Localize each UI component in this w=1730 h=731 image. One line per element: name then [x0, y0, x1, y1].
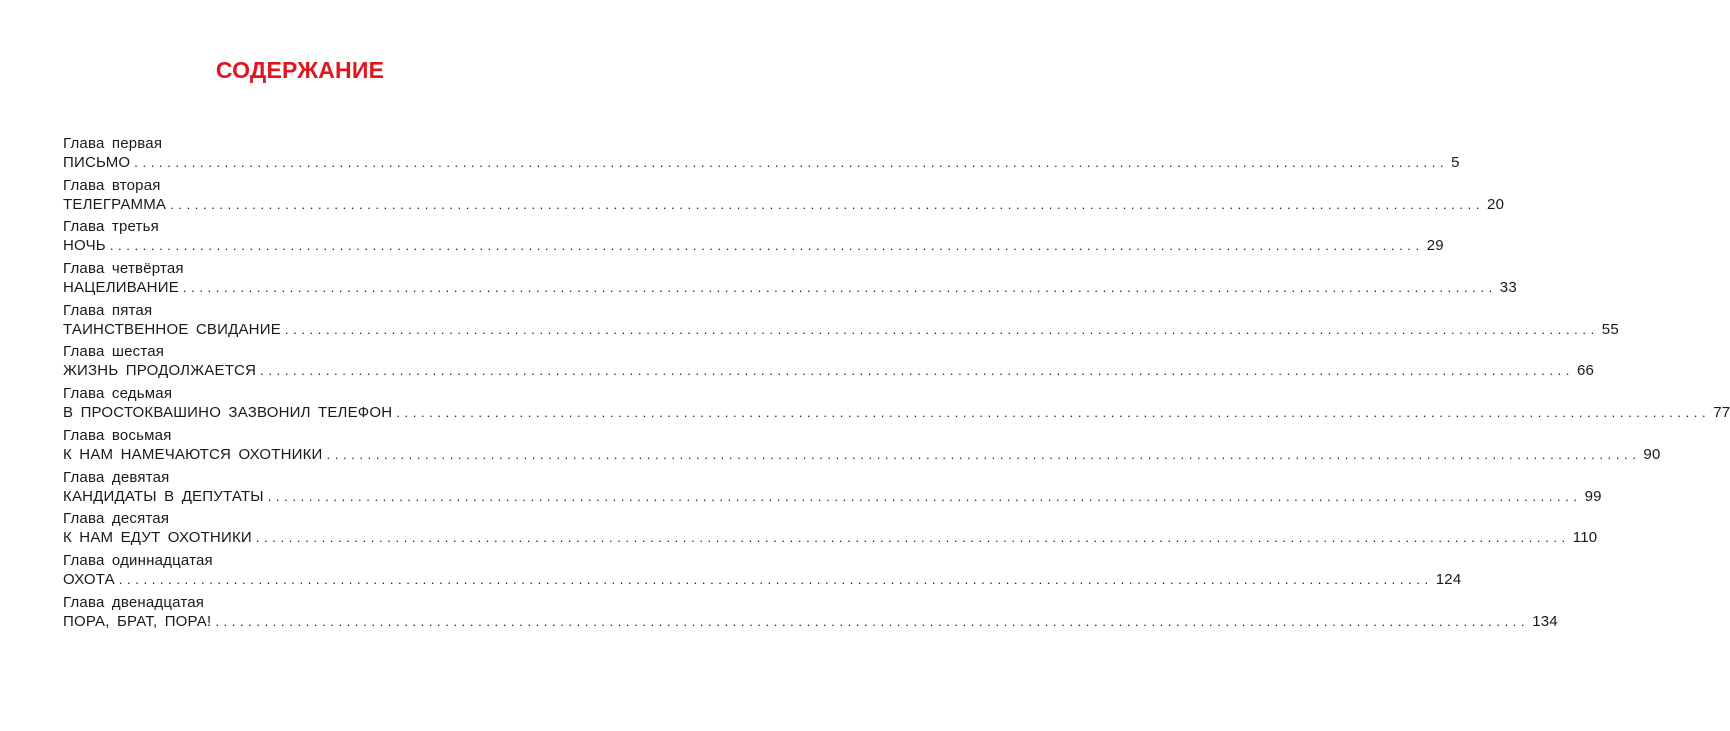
dot-leader: ................................................................................................................................................................: [109, 238, 1424, 254]
chapter-label: Глава одиннадцатая: [63, 551, 213, 569]
toc-title: СОДЕРЖАНИЕ: [215, 57, 385, 83]
chapter-line: [63, 402, 1730, 424]
chapter-title: К НАМ ЕДУТ ОХОТНИКИ: [63, 529, 252, 547]
toc-entry[interactable]: [63, 551, 1462, 594]
chapter-line: [63, 569, 1462, 591]
page-number: 99: [1584, 487, 1602, 505]
page-number: 29: [1426, 237, 1444, 255]
chapter-label: Глава двенадцатая: [63, 593, 205, 611]
toc-entry[interactable]: [63, 301, 1619, 344]
toc-entry[interactable]: [63, 426, 1661, 469]
dot-leader: ................................................................................................................................................................: [215, 613, 1530, 629]
chapter-label: Глава десятая: [63, 510, 170, 528]
page-number: 110: [1572, 529, 1598, 547]
chapter-label: Глава шестая: [63, 343, 165, 361]
chapter-label: Глава седьмая: [63, 385, 173, 403]
page-number: 134: [1532, 612, 1558, 630]
toc-entry[interactable]: [63, 218, 1444, 260]
chapter-title: КАНДИДАТЫ В ДЕПУТАТЫ: [63, 487, 264, 505]
toc-entry[interactable]: [63, 343, 1595, 385]
chapter-title: К НАМ НАМЕЧАЮТСЯ ОХОТНИКИ: [63, 445, 323, 463]
toc-entry[interactable]: [63, 135, 1460, 177]
chapter-line: [63, 235, 1444, 257]
toc-entry[interactable]: [63, 593, 1558, 636]
page-number: 66: [1577, 362, 1595, 380]
toc-entry[interactable]: [63, 260, 1517, 302]
chapter-title: ТАИНСТВЕННОЕ СВИДАНИЕ: [63, 320, 281, 338]
chapter-line: [63, 444, 1661, 466]
dot-leader: ................................................................................................................................................................: [326, 446, 1641, 462]
dot-leader: ................................................................................................................................................................: [260, 363, 1575, 379]
chapter-line: [63, 611, 1558, 633]
dot-leader: ................................................................................................................................................................: [396, 405, 1711, 421]
chapter-title: ТЕЛЕГРАММА: [63, 195, 167, 213]
chapter-line: [63, 277, 1517, 299]
page-number: 33: [1499, 279, 1517, 297]
toc-entry[interactable]: [63, 176, 1505, 219]
page-number: 55: [1601, 320, 1619, 338]
dot-leader: ................................................................................................................................................................: [255, 530, 1570, 546]
toc-entry[interactable]: [63, 385, 1730, 427]
page-number: 20: [1487, 195, 1505, 213]
chapter-line: [63, 319, 1619, 341]
chapter-line: [63, 360, 1595, 382]
chapter-title: ЖИЗНЬ ПРОДОЛЖАЕТСЯ: [63, 362, 257, 380]
dot-leader: ................................................................................................................................................................: [267, 488, 1582, 504]
dot-leader: ................................................................................................................................................................: [170, 196, 1485, 212]
page-number: 90: [1643, 445, 1661, 463]
chapter-label: Глава пятая: [63, 301, 153, 319]
toc-entry[interactable]: [63, 468, 1602, 511]
page-number: 77: [1713, 404, 1730, 422]
chapter-line: [63, 527, 1598, 549]
dot-leader: ................................................................................................................................................................: [182, 280, 1497, 296]
page-number: 5: [1451, 154, 1460, 171]
chapter-label: Глава третья: [63, 218, 159, 236]
chapter-title: В ПРОСТОКВАШИНО ЗАЗВОНИЛ ТЕЛЕФОН: [63, 404, 393, 422]
chapter-title: ПИСЬМО: [63, 154, 131, 171]
chapter-label: Глава первая: [63, 135, 163, 152]
toc-entry[interactable]: [63, 510, 1598, 552]
chapter-label: Глава восьмая: [63, 426, 172, 444]
chapter-label: Глава девятая: [63, 468, 170, 486]
chapter-title: НАЦЕЛИВАНИЕ: [63, 279, 179, 297]
chapter-label: Глава вторая: [63, 176, 161, 194]
chapter-title: ПОРА, БРАТ, ПОРА!: [63, 612, 212, 630]
dot-leader: ................................................................................................................................................................: [118, 571, 1433, 587]
chapter-title: ОХОТА: [63, 570, 115, 588]
chapter-line: [63, 194, 1505, 216]
chapter-label: Глава четвёртая: [63, 260, 184, 278]
toc-list: [63, 135, 1730, 635]
dot-leader: ................................................................................................................................................................: [284, 321, 1599, 337]
chapter-line: [63, 486, 1602, 508]
chapter-line: [63, 152, 1460, 174]
dot-leader: ................................................................................................................................................................: [134, 155, 1449, 170]
chapter-title: НОЧЬ: [63, 237, 106, 255]
page-number: 124: [1435, 570, 1462, 588]
